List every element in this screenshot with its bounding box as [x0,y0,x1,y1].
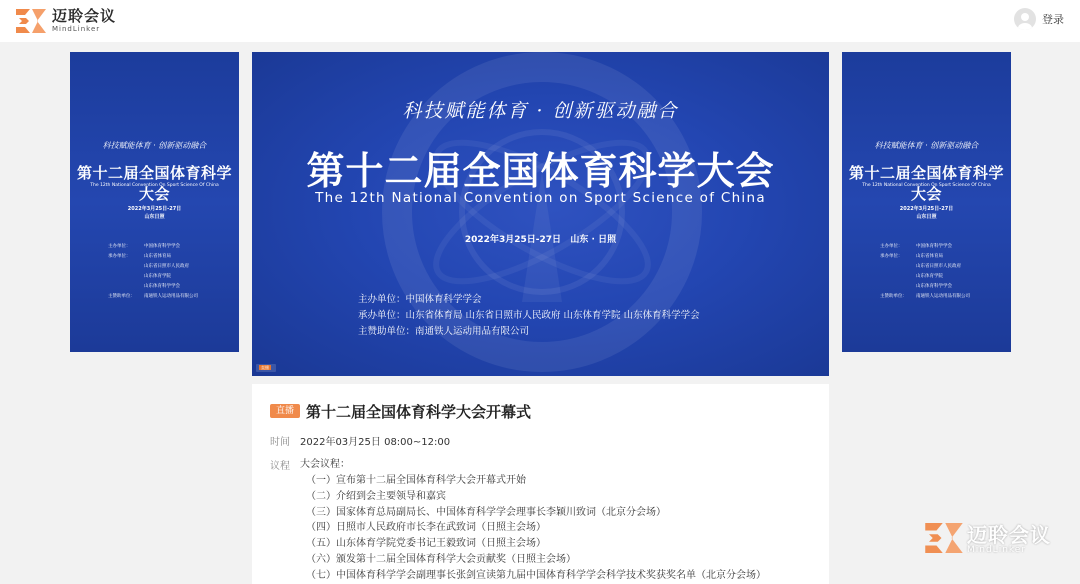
top-bar [0,0,1080,42]
poster-date: 2022年3月25日-27日 [899,206,954,212]
poster-organizers: 主办单位： 中国体育科学学会 承办单位： 山东省体育局 山东省日照市人民政府 山东体育学院 山东体育科学学会 主赞助单位： 南通铁人运动用品有限公司 [108,244,198,299]
poster-title: 第十二届全国体育科学大会 [76,164,232,203]
poster-organizers: 主办单位： 中国体育科学学会 承办单位： 山东省体育局 山东省日照市人民政府 山东体育学院 山东体育科学学会 主赞助单位： 南通铁人运动用品有限公司 [880,244,970,299]
agenda-item: （四）日照市人民政府市长李在武致词（日照主会场） [306,522,546,534]
main-poster[interactable] [252,52,829,376]
poster-title: 第十二届全国体育科学大会 [848,164,1004,203]
event-agenda-row [270,457,766,584]
agenda-item: （二）介绍到会主要领导和嘉宾 [306,490,446,502]
login-label: 登录 [1042,13,1064,26]
agenda-item: （七）中国体育科学学会副理事长张剑宣读第九届中国体育科学学会科学技术奖获奖名单（北京分会场） [306,569,766,581]
agenda-label: 议程 [270,461,290,472]
poster-subtitle-en: The 12th National Convention On Sport Science Of China [90,183,219,188]
poster-place: 山东日照 [144,214,165,220]
poster-slogan: 科技赋能体育 · 创新驱动融合 [102,141,207,150]
poster-corner-badge: 直播 [256,364,276,372]
poster-date: 2022年3月25日-27日 [127,206,182,212]
poster-subtitle-en: The 12th National Convention on Sport Science of China [315,190,766,206]
side-poster-right[interactable] [842,52,1011,352]
watermark-logo [925,523,1051,557]
event-info-card [252,384,829,584]
agenda-heading: 大会议程： [300,459,350,470]
poster-organizers: 主办单位：中国体育科学学会 承办单位：山东省体育局 山东省日照市人民政府 山东体育学院 山东体育科学学会 主赞助单位：南通铁人运动用品有限公司 [358,294,700,337]
agenda-item: （三）国家体育总局副局长、中国体育科学学会理事长李颖川致词（北京分会场） [306,506,666,518]
agenda-item: （五）山东体育学院党委书记王毅致词（日照主会场） [306,538,546,550]
time-value: 2022年03月25日 08:00~12:00 [300,437,451,448]
watermark-name-cn: 迈聆会议 [967,523,1051,547]
mindlinker-logo-icon [925,523,963,557]
live-badge: 直播 [270,404,300,418]
poster-slogan: 科技赋能体育 · 创新驱动融合 [874,141,979,150]
user-avatar-icon [1014,8,1036,30]
poster-subtitle-en: The 12th National Convention On Sport Science Of China [862,183,991,188]
mindlinker-logo-icon [16,9,46,33]
poster-place: 山东日照 [916,214,937,220]
brand-name-en: MindLinker [52,25,101,33]
watermark-name-en: MindLinker [967,545,1027,555]
event-time-row [270,433,450,448]
poster-title: 第十二届全国体育科学大会 [306,149,775,193]
agenda-item: （一）宣布第十二届全国体育科学大会开幕式开始 [306,475,526,486]
brand-logo[interactable] [16,8,116,34]
brand-name-cn: 迈聆会议 [52,7,117,25]
poster-date-place: 2022年3月25日-27日 山东 · 日照 [464,235,617,245]
login-button[interactable] [1014,8,1064,30]
time-label: 时间 [270,437,290,448]
side-poster-left[interactable] [70,52,239,352]
poster-slogan: 科技赋能体育 · 创新驱动融合 [402,100,679,122]
event-title: 第十二届全国体育科学大会开幕式 [306,403,532,421]
agenda-item: （六）颁发第十二届全国体育科学大会贡献奖（日照主会场） [306,553,576,565]
